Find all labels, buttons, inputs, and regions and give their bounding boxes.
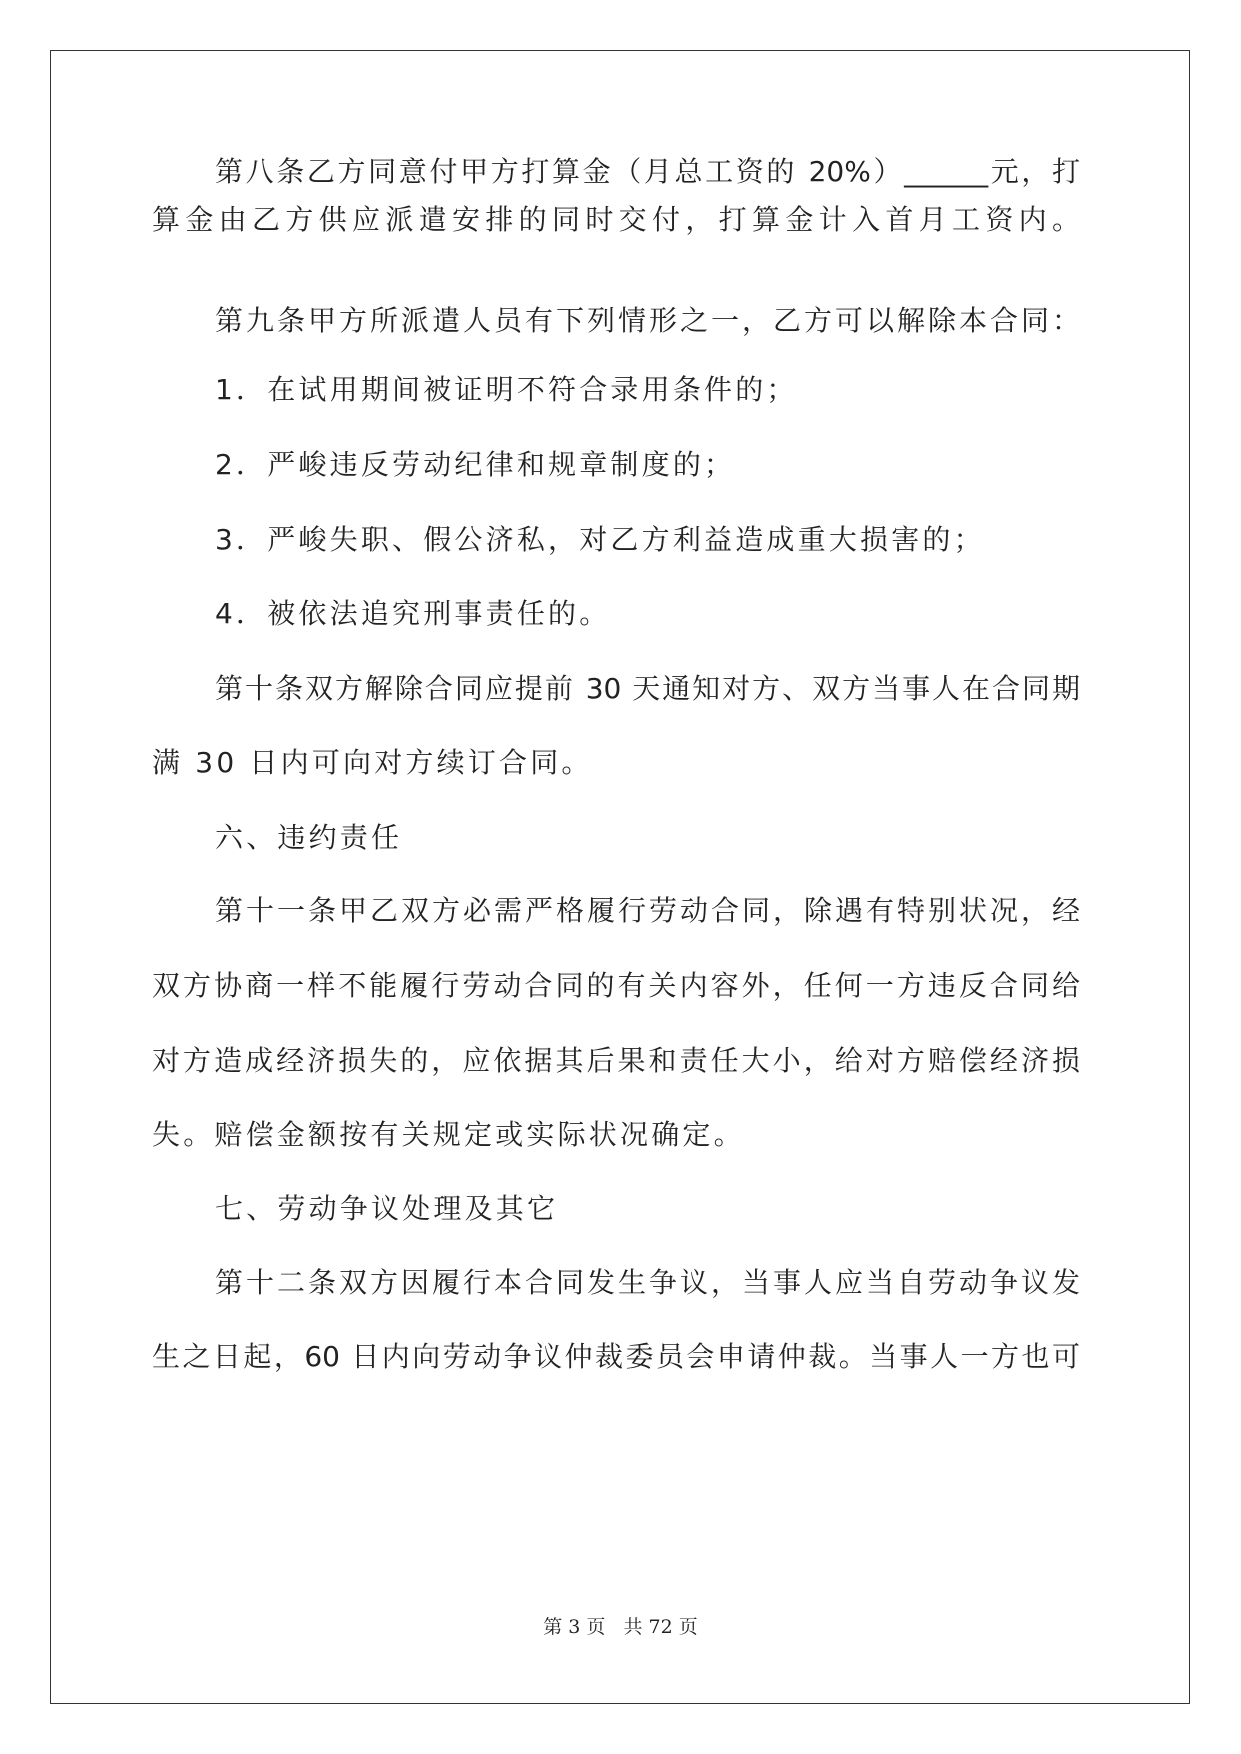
article-9-item-2: 2．严峻违反劳动纪律和规章制度的； [215, 448, 736, 481]
article-10-line-1: 第十条双方解除合同应提前 30 天通知对方、双方当事人在合同期 [215, 672, 1080, 705]
article-11-line-3: 对方造成经济损失的，应依据其后果和责任大小，给对方赔偿经济损 [152, 1044, 1080, 1077]
article-11-line-2: 双方协商一样不能履行劳动合同的有关内容外，任何一方违反合同给 [152, 969, 1080, 1002]
article-12-line-1: 第十二条双方因履行本合同发生争议，当事人应当自劳动争议发 [215, 1266, 1080, 1299]
section-6-heading: 六、违约责任 [215, 821, 403, 854]
article-10-line-2: 满 30 日内可向对方续订合同。 [152, 746, 593, 779]
article-8-line-1: 第八条乙方同意付甲方打算金（月总工资的 20%）______元，打 [215, 155, 1080, 188]
article-9-item-4: 4．被依法追究刑事责任的。 [215, 597, 611, 630]
article-9-item-1: 1．在试用期间被证明不符合录用条件的； [215, 373, 798, 406]
article-11-line-4: 失。赔偿金额按有关规定或实际状况确定。 [152, 1118, 745, 1151]
page-border [50, 50, 1190, 1704]
article-9-item-3: 3．严峻失职、假公济私，对乙方利益造成重大损害的； [215, 523, 985, 556]
section-7-heading: 七、劳动争议处理及其它 [215, 1192, 559, 1225]
article-9-line-1: 第九条甲方所派遣人员有下列情形之一，乙方可以解除本合同： [215, 304, 1080, 337]
article-11-line-1: 第十一条甲乙双方必需严格履行劳动合同，除遇有特别状况，经 [215, 894, 1080, 927]
article-8-line-2: 算金由乙方供应派遣安排的同时交付，打算金计入首月工资内。 [152, 203, 1080, 236]
page-number-footer: 第 3 页 共 72 页 [543, 1616, 698, 1638]
article-12-line-2: 生之日起，60 日内向劳动争议仲裁委员会申请仲裁。当事人一方也可 [152, 1340, 1080, 1373]
